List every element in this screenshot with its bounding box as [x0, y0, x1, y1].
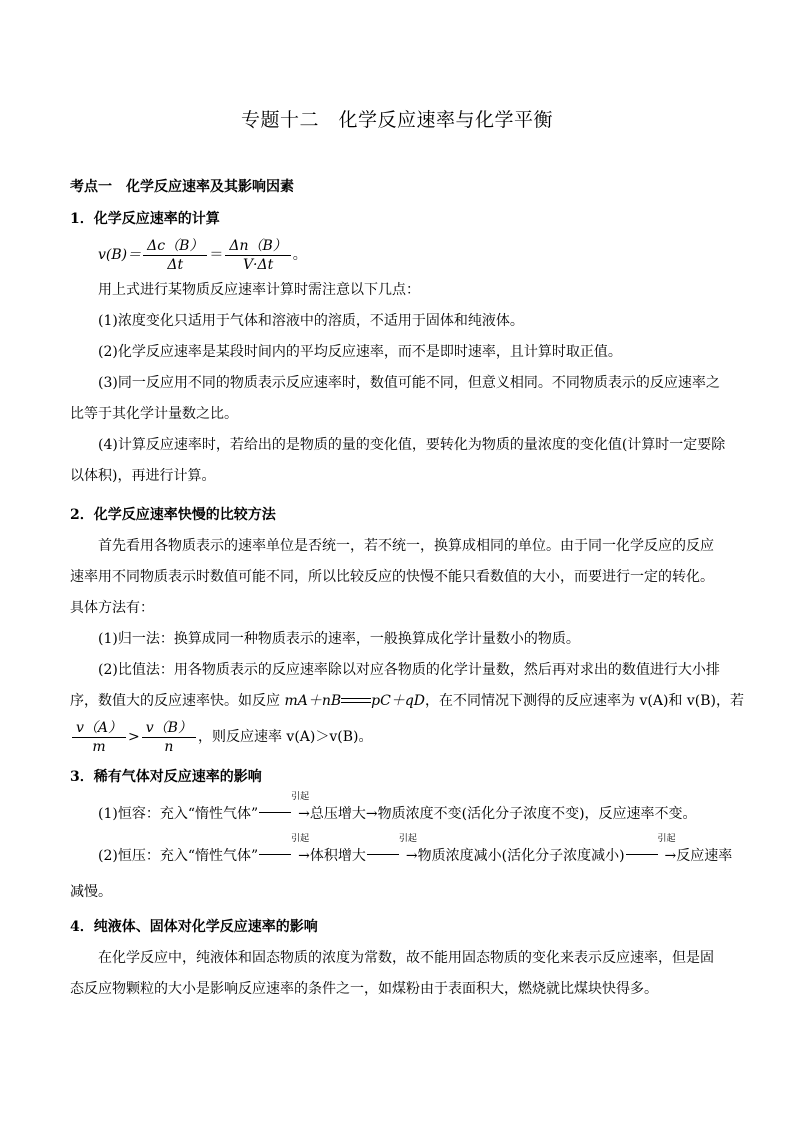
- point-2-text-d: →反应速率: [664, 848, 733, 864]
- reaction-products: pC＋qD: [371, 693, 426, 709]
- fraction-2-numerator: Δn（B）: [225, 237, 290, 256]
- section-1-point-1: (1)浓度变化只适用于气体和溶液中的溶质，不适用于固体和纯液体。: [98, 313, 524, 329]
- rate-formula: [70, 235, 724, 275]
- point-2-text-b: →体积增大: [298, 848, 366, 864]
- fraction-1-denominator: Δt: [167, 256, 184, 273]
- fraction-2-denominator: V·Δt: [242, 256, 274, 273]
- section-1-point-4-cont: 以体积)，再进行计算。: [70, 468, 216, 484]
- section-1-point-2: (2)化学反应速率是某段时间内的平均反应速率，而不是即时速率，且计算时取正值。: [98, 344, 622, 360]
- arrow-label: 引起: [398, 834, 417, 844]
- point-1-text-a: (1)恒容：充入“惰性气体”: [98, 806, 259, 822]
- formula-fraction-2: [225, 237, 290, 274]
- section-1: [70, 204, 724, 492]
- method-2-text-post: ，在不同情况下测得的反应速率为 v(A)和 v(B)，若: [425, 693, 744, 709]
- section-4: [70, 912, 724, 1005]
- section-2-heading: 2．化学反应速率快慢的比较方法: [70, 507, 276, 523]
- method-2-text-pre: 序，数值大的反应速率快。如反应: [70, 693, 285, 709]
- section-4-heading: 4．纯液体、固体对化学反应速率的影响: [70, 919, 318, 935]
- ratio-fraction-1: [72, 719, 126, 756]
- formula-lhs: v(B)＝: [98, 247, 142, 263]
- section-1-intro: 用上式进行某物质反应速率计算时需注意以下几点：: [98, 282, 420, 298]
- section-3-point-1: [70, 793, 724, 835]
- section-2-method-2: (2)比值法：用各物质表示的反应速率除以对应各物质的化学计量数，然后再对求出的数值进行大小排: [98, 662, 720, 678]
- ratio-comparison: [70, 717, 724, 757]
- ratio-fraction-2: [142, 719, 196, 756]
- point-2-text-c: →物质浓度减小(活化分子浓度减小): [405, 848, 625, 864]
- point-2-text-a: (2)恒压：充入“惰性气体”: [98, 848, 259, 864]
- formula-fraction-1: [143, 237, 207, 274]
- ratio-1-denominator: m: [92, 738, 106, 755]
- greater-than-sign: >: [128, 729, 140, 745]
- section-3: [70, 762, 733, 908]
- section-2: [70, 500, 744, 757]
- cause-arrow-icon: [259, 792, 310, 818]
- section-2-para-1: 首先看用各物质表示的速率单位是否统一，若不统一，换算成相同的单位。由于同一化学反应的反应: [98, 538, 714, 554]
- ratio-conclusion: ，则反应速率 v(A)＞v(B)。: [197, 729, 373, 745]
- section-4-para-cont: 态反应物颗粒的大小是影响反应速率的条件之一，如煤粉由于表面积大，燃烧就比煤块快得多。: [70, 981, 658, 997]
- section-3-point-2-cont: 减慢。: [70, 884, 112, 900]
- reaction-equal-sign: [341, 696, 371, 706]
- section-4-para: 在化学反应中，纯液体和固态物质的浓度为常数，故不能用固态物质的变化来表示反应速率，但是固: [98, 950, 714, 966]
- arrow-label: 引起: [657, 834, 676, 844]
- point-1-text-b: →总压增大→物质浓度不变(活化分子浓度不变)，反应速率不变。: [298, 806, 697, 822]
- cause-arrow-icon: [259, 834, 310, 860]
- section-3-point-2: [70, 834, 733, 877]
- section-2-para-1-end: 具体方法有：: [70, 600, 154, 616]
- section-3-heading: 3．稀有气体对反应速率的影响: [70, 769, 262, 785]
- arrow-label: 引起: [291, 792, 310, 802]
- page-title: 专题十二 化学反应速率与化学平衡: [240, 109, 553, 131]
- formula-end: 。: [292, 247, 307, 263]
- reaction-reactants: mA＋nB: [284, 693, 342, 709]
- section-2-para-1-cont: 速率用不同物质表示时数值可能不同，所以比较反应的快慢不能只看数值的大小，而要进行一定的转化。: [70, 569, 714, 585]
- section-kaodian: [70, 172, 724, 203]
- section-2-method-1: (1)归一法：换算成同一种物质表示的速率，一般换算成化学计量数小的物质。: [98, 631, 580, 647]
- ratio-2-numerator: v（B）: [142, 719, 196, 738]
- fraction-1-numerator: Δc（B）: [143, 237, 207, 256]
- ratio-2-denominator: n: [164, 738, 174, 755]
- section-1-point-3-cont: 比等于其化学计量数之比。: [70, 406, 238, 422]
- ratio-1-numerator: v（A）: [72, 719, 126, 738]
- section-1-point-3: (3)同一反应用不同的物质表示反应速率时，数值可能不同，但意义相同。不同物质表示的反应速率之: [98, 375, 720, 391]
- kaodian-heading: 考点一 化学反应速率及其影响因素: [70, 179, 294, 195]
- section-1-heading: 1．化学反应速率的计算: [70, 211, 220, 227]
- cause-arrow-icon: [367, 834, 417, 860]
- formula-equals: ＝: [209, 247, 224, 263]
- section-2-method-2-cont: [70, 686, 744, 717]
- arrow-label: 引起: [291, 834, 310, 844]
- cause-arrow-icon: [626, 834, 676, 860]
- section-1-point-4: (4)计算反应速率时，若给出的是物质的量的变化值，要转化为物质的量浓度的变化值(计算时一定要除: [98, 437, 726, 453]
